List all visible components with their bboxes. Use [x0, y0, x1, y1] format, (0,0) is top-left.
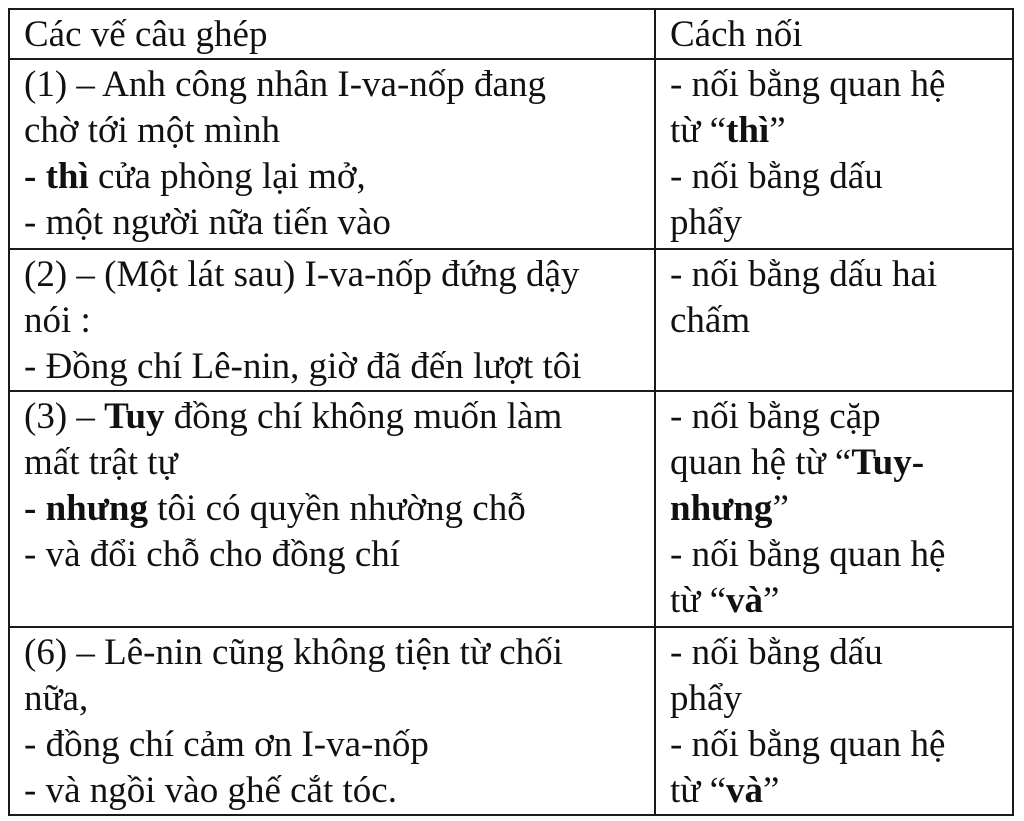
- clause-text: cửa phòng lại mở,: [88, 156, 366, 197]
- method-text: từ “: [670, 580, 727, 621]
- clause-line: (2) – (Một lát sau) I-va-nốp đứng dậy: [24, 254, 580, 295]
- method-text: từ “: [670, 110, 727, 151]
- connector-word: - thì: [24, 156, 89, 197]
- method-text: ”: [769, 110, 786, 151]
- clauses-cell: [9, 391, 655, 627]
- method-cell: [655, 627, 1013, 815]
- connector-word: và: [726, 580, 764, 621]
- clause-line: (6) – Lê-nin cũng không tiện từ chối: [24, 632, 563, 673]
- table-row: [9, 249, 1013, 391]
- clause-line: [24, 154, 644, 200]
- method-line: - nối bằng dấu: [670, 156, 883, 197]
- method-line: [670, 768, 1002, 814]
- clause-text: (3) –: [24, 396, 105, 437]
- clause-line: [24, 486, 644, 532]
- clause-text: tôi có quyền nhường chỗ: [148, 488, 526, 529]
- method-cell: [655, 391, 1013, 627]
- clause-line: [24, 394, 644, 440]
- connector-word: Tuy-: [851, 442, 925, 483]
- method-text: ”: [763, 770, 780, 811]
- clause-line: - một người nữa tiến vào: [24, 202, 391, 243]
- table-row: [9, 627, 1013, 815]
- clause-line: - đồng chí cảm ơn I-va-nốp: [24, 724, 429, 765]
- clause-line: nói :: [24, 300, 91, 341]
- compound-sentence-table: [8, 8, 1014, 816]
- connector-word: nhưng: [670, 488, 773, 529]
- clause-line: (1) – Anh công nhân I-va-nốp đang: [24, 64, 546, 105]
- clauses-cell: [9, 59, 655, 249]
- method-line: [670, 108, 1002, 154]
- header-method: [655, 9, 1013, 59]
- clause-line: - và ngồi vào ghế cắt tóc.: [24, 770, 397, 811]
- method-line: phẩy: [670, 678, 742, 719]
- method-line: - nối bằng quan hệ: [670, 64, 946, 105]
- method-line: [670, 440, 1002, 486]
- clause-text: đồng chí không muốn làm: [164, 396, 563, 437]
- method-cell: [655, 249, 1013, 391]
- method-text: ”: [763, 580, 780, 621]
- clauses-cell: [9, 627, 655, 815]
- method-line: [670, 578, 1002, 624]
- header-clauses-text: Các vế câu ghép: [24, 14, 268, 55]
- method-text: quan hệ từ “: [670, 442, 852, 483]
- method-text: từ “: [670, 770, 727, 811]
- method-text: ”: [772, 488, 789, 529]
- clause-line: mất trật tự: [24, 442, 178, 483]
- header-clauses: [9, 9, 655, 59]
- method-cell: [655, 59, 1013, 249]
- clause-line: nữa,: [24, 678, 89, 719]
- method-line: chấm: [670, 300, 751, 341]
- method-line: - nối bằng quan hệ: [670, 534, 946, 575]
- method-line: [670, 486, 1002, 532]
- method-line: - nối bằng cặp: [670, 396, 881, 437]
- method-line: - nối bằng dấu hai: [670, 254, 938, 295]
- method-line: - nối bằng dấu: [670, 632, 883, 673]
- connector-word: thì: [726, 110, 770, 151]
- connector-word: - nhưng: [24, 488, 149, 529]
- table-row: [9, 59, 1013, 249]
- clauses-cell: [9, 249, 655, 391]
- table-row: [9, 391, 1013, 627]
- method-line: - nối bằng quan hệ: [670, 724, 946, 765]
- connector-word: Tuy: [104, 396, 165, 437]
- header-method-text: Cách nối: [670, 14, 803, 55]
- clause-line: - Đồng chí Lê-nin, giờ đã đến lượt tôi: [24, 346, 582, 387]
- table-header-row: [9, 9, 1013, 59]
- connector-word: và: [726, 770, 764, 811]
- clause-line: - và đổi chỗ cho đồng chí: [24, 534, 401, 575]
- clause-line: chờ tới một mình: [24, 110, 280, 151]
- method-line: phẩy: [670, 202, 742, 243]
